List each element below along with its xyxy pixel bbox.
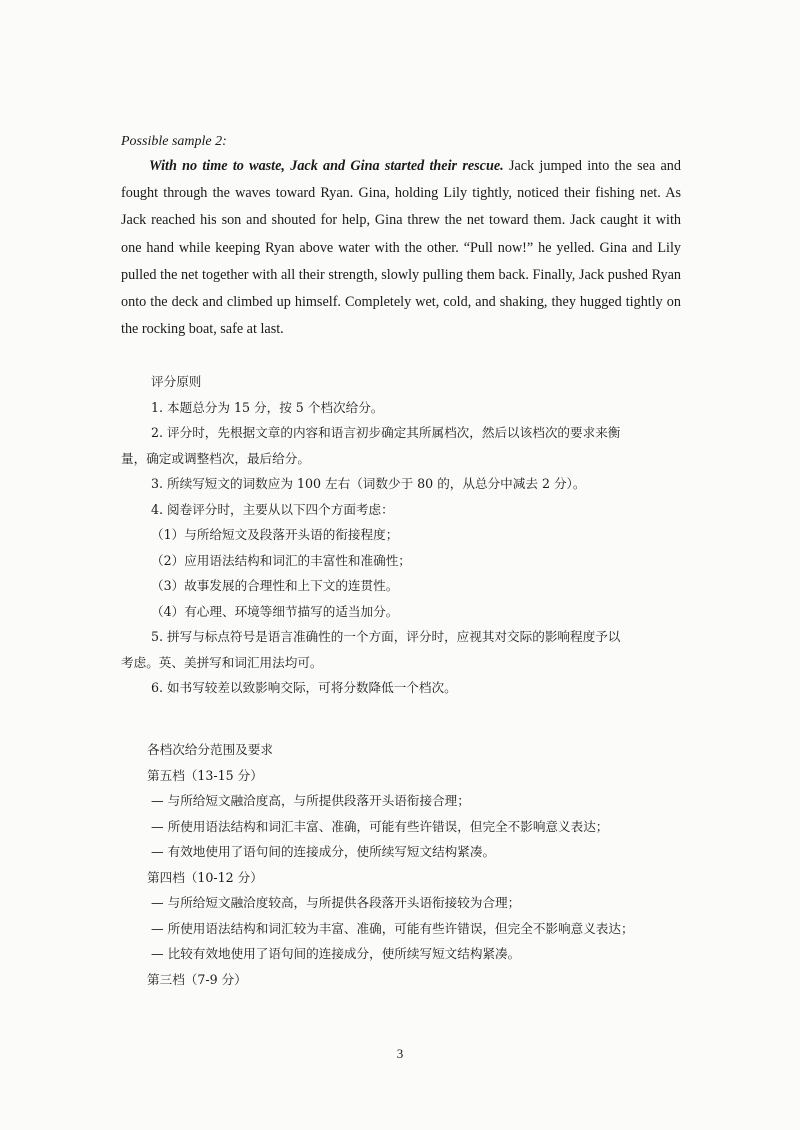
sample-body-text: Jack jumped into the sea and fought through the waves toward Ryan. Gina, holding Lily tightly, noticed their fishing net. As Jack reached his son and shouted for help, Gina threw the net toward them. Jack caught it with one hand while keeping Ryan above water with the other. “Pull now!” he yelled. Gina and Lily pulled the net together with all their strength, slowly pulling them back. Finally, Jack pushed Ryan onto the deck and climbed up himself. Completely wet, cold, and shaking, they hugged tightly on the rocking boat, safe at last. — [121, 158, 681, 338]
principle-item-2-continued: 量，确定或调整档次，最后给分。 — [121, 450, 310, 466]
principle-item-6: 6. 如书写较差以致影响交际，可将分数降低一个档次。 — [151, 680, 457, 695]
principle-item-4: 4. 阅卷评分时，主要从以下四个方面考虑： — [151, 501, 394, 517]
band-4-criterion-3: — 比较有效地使用了语句间的连接成分，使所续写短文结构紧凑。 — [151, 946, 521, 961]
band-5-criterion-1: — 与所给短文融洽度高，与所提供段落开头语衔接合理； — [151, 793, 470, 808]
page-number: 3 — [396, 1046, 404, 1061]
band-5-title: 第五档（13-15 分） — [147, 767, 263, 783]
principle-item-3: 3. 所续写短文的词数应为 100 左右（词数少于 80 的，从总分中减去 2 分）。 — [151, 476, 586, 491]
principle-subitem-4: （4）有心理、环境等细节描写的适当加分。 — [151, 603, 399, 619]
band-3-title: 第三档（7-9 分） — [147, 971, 247, 987]
score-bands — [121, 737, 681, 992]
bands-heading: 各档次给分范围及要求 — [147, 742, 273, 757]
principle-item-1: 1. 本题总分为 15 分，按 5 个档次给分。 — [151, 399, 384, 415]
sample-paragraph — [121, 153, 681, 343]
principle-subitem-2: （2）应用语法结构和词汇的丰富性和准确性； — [151, 552, 411, 568]
principles-heading: 评分原则 — [151, 374, 202, 389]
band-4-criterion-2: — 所使用语法结构和词汇较为丰富、准确，可能有些许错误，但完全不影响意义表达； — [151, 920, 634, 936]
principle-item-2: 2. 评分时，先根据文章的内容和语言初步确定其所属档次，然后以该档次的要求来衡 — [151, 425, 621, 440]
scoring-principles — [121, 369, 681, 701]
band-4-criterion-1: — 与所给短文融洽度较高，与所提供各段落开头语衔接较为合理； — [151, 895, 521, 910]
band-4-title: 第四档（10-12 分） — [147, 869, 263, 885]
band-5-criterion-2: — 所使用语法结构和词汇丰富、准确，可能有些许错误，但完全不影响意义表达； — [151, 818, 609, 834]
principle-item-5: 5. 拼写与标点符号是语言准确性的一个方面，评分时，应视其对交际的影响程度予以 — [151, 629, 621, 644]
sample-lead-sentence: With no time to waste, Jack and Gina started their rescue. — [149, 158, 504, 174]
sample-label: Possible sample 2: — [121, 134, 227, 149]
principle-item-5-continued: 考虑。英、美拼写和词汇用法均可。 — [121, 654, 323, 670]
band-5-criterion-3: — 有效地使用了语句间的连接成分，使所续写短文结构紧凑。 — [151, 844, 496, 859]
principle-subitem-3: （3）故事发展的合理性和上下文的连贯性。 — [151, 578, 399, 593]
principle-subitem-1: （1）与所给短文及段落开头语的衔接程度； — [151, 527, 399, 542]
